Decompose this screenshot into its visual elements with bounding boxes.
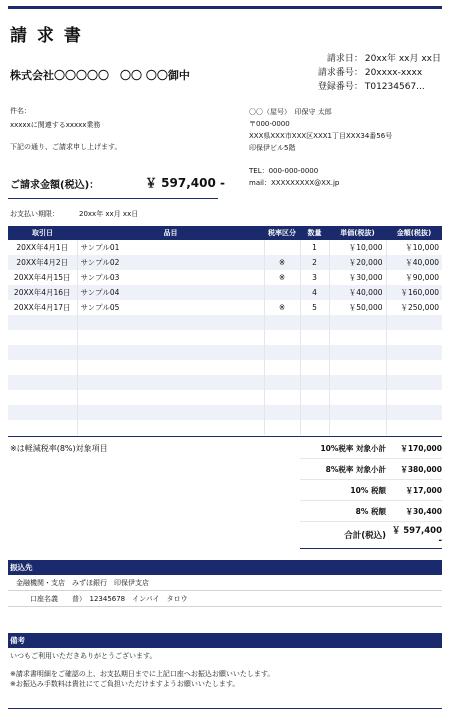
table-row (8, 360, 442, 375)
table-cell: 20XX年4月1日 (8, 240, 77, 255)
table-cell (264, 285, 300, 300)
table-cell (300, 315, 329, 330)
table-cell (264, 315, 300, 330)
table-cell (300, 375, 329, 390)
invoice-meta (305, 52, 441, 94)
col-amount: 金額(税抜) (386, 226, 442, 240)
col-item: 品目 (77, 226, 264, 240)
table-cell (329, 345, 386, 360)
items-table (8, 226, 442, 435)
total-label: ご請求金額(税込)： (10, 180, 100, 191)
intro-text: 下記の通り、ご請求申し上げます。 (10, 143, 122, 151)
meta-registration-number: 登録番号： T01234567... (317, 82, 425, 92)
table-cell (386, 345, 442, 360)
table-cell (329, 420, 386, 435)
table-cell: 20XX年4月17日 (8, 300, 77, 315)
sender-name: 〇〇（屋号） 印保守 太郎 (249, 108, 332, 116)
table-cell (386, 315, 442, 330)
subject-label: 件名： (10, 107, 31, 115)
table-cell: ￥30,000 (329, 270, 386, 285)
table-cell: ￥160,000 (386, 285, 442, 300)
col-qty: 数量 (300, 226, 329, 240)
document-title: 請 求 書 (10, 26, 83, 46)
table-cell: ￥90,000 (405, 273, 439, 282)
table-cell (77, 360, 264, 375)
col-tax-class: 税率区分 (264, 226, 300, 240)
table-cell (77, 330, 264, 345)
table-body (8, 240, 442, 435)
table-row (8, 330, 442, 345)
table-cell (8, 330, 77, 345)
table-cell: ￥40,000 (329, 285, 386, 300)
sender-tel: TEL：000-000-0000 (249, 167, 319, 175)
sender-postal: 〒000-0000 (249, 120, 290, 128)
table-cell (264, 330, 300, 345)
table-cell (77, 375, 264, 390)
table-cell (264, 420, 300, 435)
table-row (8, 255, 442, 270)
sender-info (249, 106, 392, 189)
table-cell: 20XX年4月15日 (8, 270, 77, 285)
table-cell (264, 240, 300, 255)
table-cell: ※ (264, 300, 300, 315)
table-cell: サンプル01 (77, 240, 264, 255)
grand-total-row: 合計(税込) ￥ 597,400 - (300, 522, 442, 549)
sender-mail: mail：XXXXXXXXX@XX.jp (249, 179, 340, 187)
table-row (8, 285, 442, 300)
table-cell: ￥20,000 (329, 255, 386, 270)
table-cell: 20XX年4月2日 (8, 255, 77, 270)
table-cell (329, 390, 386, 405)
table-cell: 20XX年4月16日 (8, 285, 77, 300)
table-cell: ￥10,000 (405, 243, 439, 252)
bank-account-row: 口座名義 普） 12345678 インパイ タロウ (8, 592, 442, 607)
table-cell: サンプル05 (77, 300, 264, 315)
meta-invoice-number: 請求番号： 20xxxx-xxxx (317, 68, 423, 78)
table-cell: 2 (300, 255, 329, 270)
table-cell (77, 315, 264, 330)
table-cell (300, 360, 329, 375)
table-cell (386, 330, 442, 345)
table-cell (264, 345, 300, 360)
due-label: お支払い期限： (10, 210, 59, 218)
summary-row: 8% 税額 ￥30,400 (300, 501, 442, 522)
table-bottom-rule (8, 436, 442, 437)
table-cell (329, 330, 386, 345)
remarks-header: 備考 (8, 633, 442, 648)
table-cell (264, 390, 300, 405)
subject-value: xxxxxに関連するxxxxx業務 (10, 121, 101, 129)
table-cell (300, 330, 329, 345)
table-row (8, 420, 442, 435)
table-row (8, 345, 442, 360)
summary-row: 10%税率 対象小計 ￥170,000 (300, 438, 442, 459)
table-cell (386, 405, 442, 420)
table-cell (8, 405, 77, 420)
remarks-line: いつもご利用いただきありがとうございます。 (10, 652, 157, 660)
table-cell: 5 (300, 300, 329, 315)
table-row (8, 315, 442, 330)
table-cell: サンプル03 (77, 270, 264, 285)
table-cell (8, 345, 77, 360)
table-cell: ※ (264, 255, 300, 270)
remarks-line: ※お振込み手数料は貴社にてご負担いただけますようお願いいたします。 (10, 680, 240, 688)
sender-address: XXX県XXX市XXX区XXX1丁目XXX34番56号 (249, 132, 393, 140)
table-cell (300, 405, 329, 420)
remarks-line: ※請求書明細をご確認の上、お支払期日までに上記口座へお振込お願いいたします。 (10, 670, 275, 678)
table-cell: ￥250,000 (400, 303, 439, 312)
table-cell (77, 345, 264, 360)
total-underline (8, 198, 218, 199)
table-header-row (8, 226, 442, 240)
table-row (8, 300, 442, 315)
table-cell (386, 360, 442, 375)
due-value: 20xx年 xx月 xx日 (79, 210, 139, 218)
summary-row: 8%税率 対象小計 ￥380,000 (300, 459, 442, 480)
col-date: 取引日 (8, 226, 77, 240)
table-cell (300, 345, 329, 360)
table-row (8, 390, 442, 405)
table-cell (8, 375, 77, 390)
table-cell (77, 405, 264, 420)
table-cell (264, 360, 300, 375)
bank-header: 振込先 (8, 560, 442, 575)
table-row (8, 270, 442, 285)
table-cell (8, 420, 77, 435)
table-cell (264, 375, 300, 390)
table-cell (329, 375, 386, 390)
table-cell: ￥50,000 (329, 300, 386, 315)
table-cell (386, 420, 442, 435)
col-unit-price: 単価(税抜) (329, 226, 386, 240)
table-cell: ￥10,000 (329, 240, 386, 255)
meta-invoice-date: 請求日： 20xx年 xx月 xx日 (326, 54, 441, 64)
table-cell (329, 315, 386, 330)
table-cell (300, 420, 329, 435)
table-cell: ※ (264, 270, 300, 285)
table-cell: 1 (300, 240, 329, 255)
table-cell (77, 420, 264, 435)
remarks-body (10, 651, 274, 689)
table-cell: ￥40,000 (386, 255, 442, 270)
table-row (8, 240, 442, 255)
table-cell: サンプル02 (77, 255, 264, 270)
table-cell (8, 390, 77, 405)
table-cell (329, 360, 386, 375)
table-cell (8, 360, 77, 375)
table-cell (264, 405, 300, 420)
summary-row: 10% 税額 ￥17,000 (300, 480, 442, 501)
top-rule (8, 6, 442, 9)
table-cell (300, 390, 329, 405)
table-cell: 4 (300, 285, 329, 300)
table-cell (77, 390, 264, 405)
bottom-rule (8, 708, 442, 709)
client-name: 株式会社〇〇〇〇〇 〇〇 〇〇御中 (10, 69, 190, 82)
summary-block (300, 438, 442, 549)
table-cell (386, 375, 442, 390)
bank-institution-row: 金融機関・支店 みずほ銀行 印保伊支店 (8, 576, 442, 591)
table-cell (386, 390, 442, 405)
reduced-rate-note: ※は軽減税率(8%)対象項目 (10, 444, 108, 453)
total-amount: ￥ 597,400 - (145, 176, 225, 190)
table-row (8, 375, 442, 390)
table-cell: サンプル04 (77, 285, 264, 300)
table-cell (329, 405, 386, 420)
table-cell (8, 315, 77, 330)
table-cell: 3 (300, 270, 329, 285)
table-row (8, 405, 442, 420)
sender-building: 印保伊ビル5階 (249, 144, 296, 152)
